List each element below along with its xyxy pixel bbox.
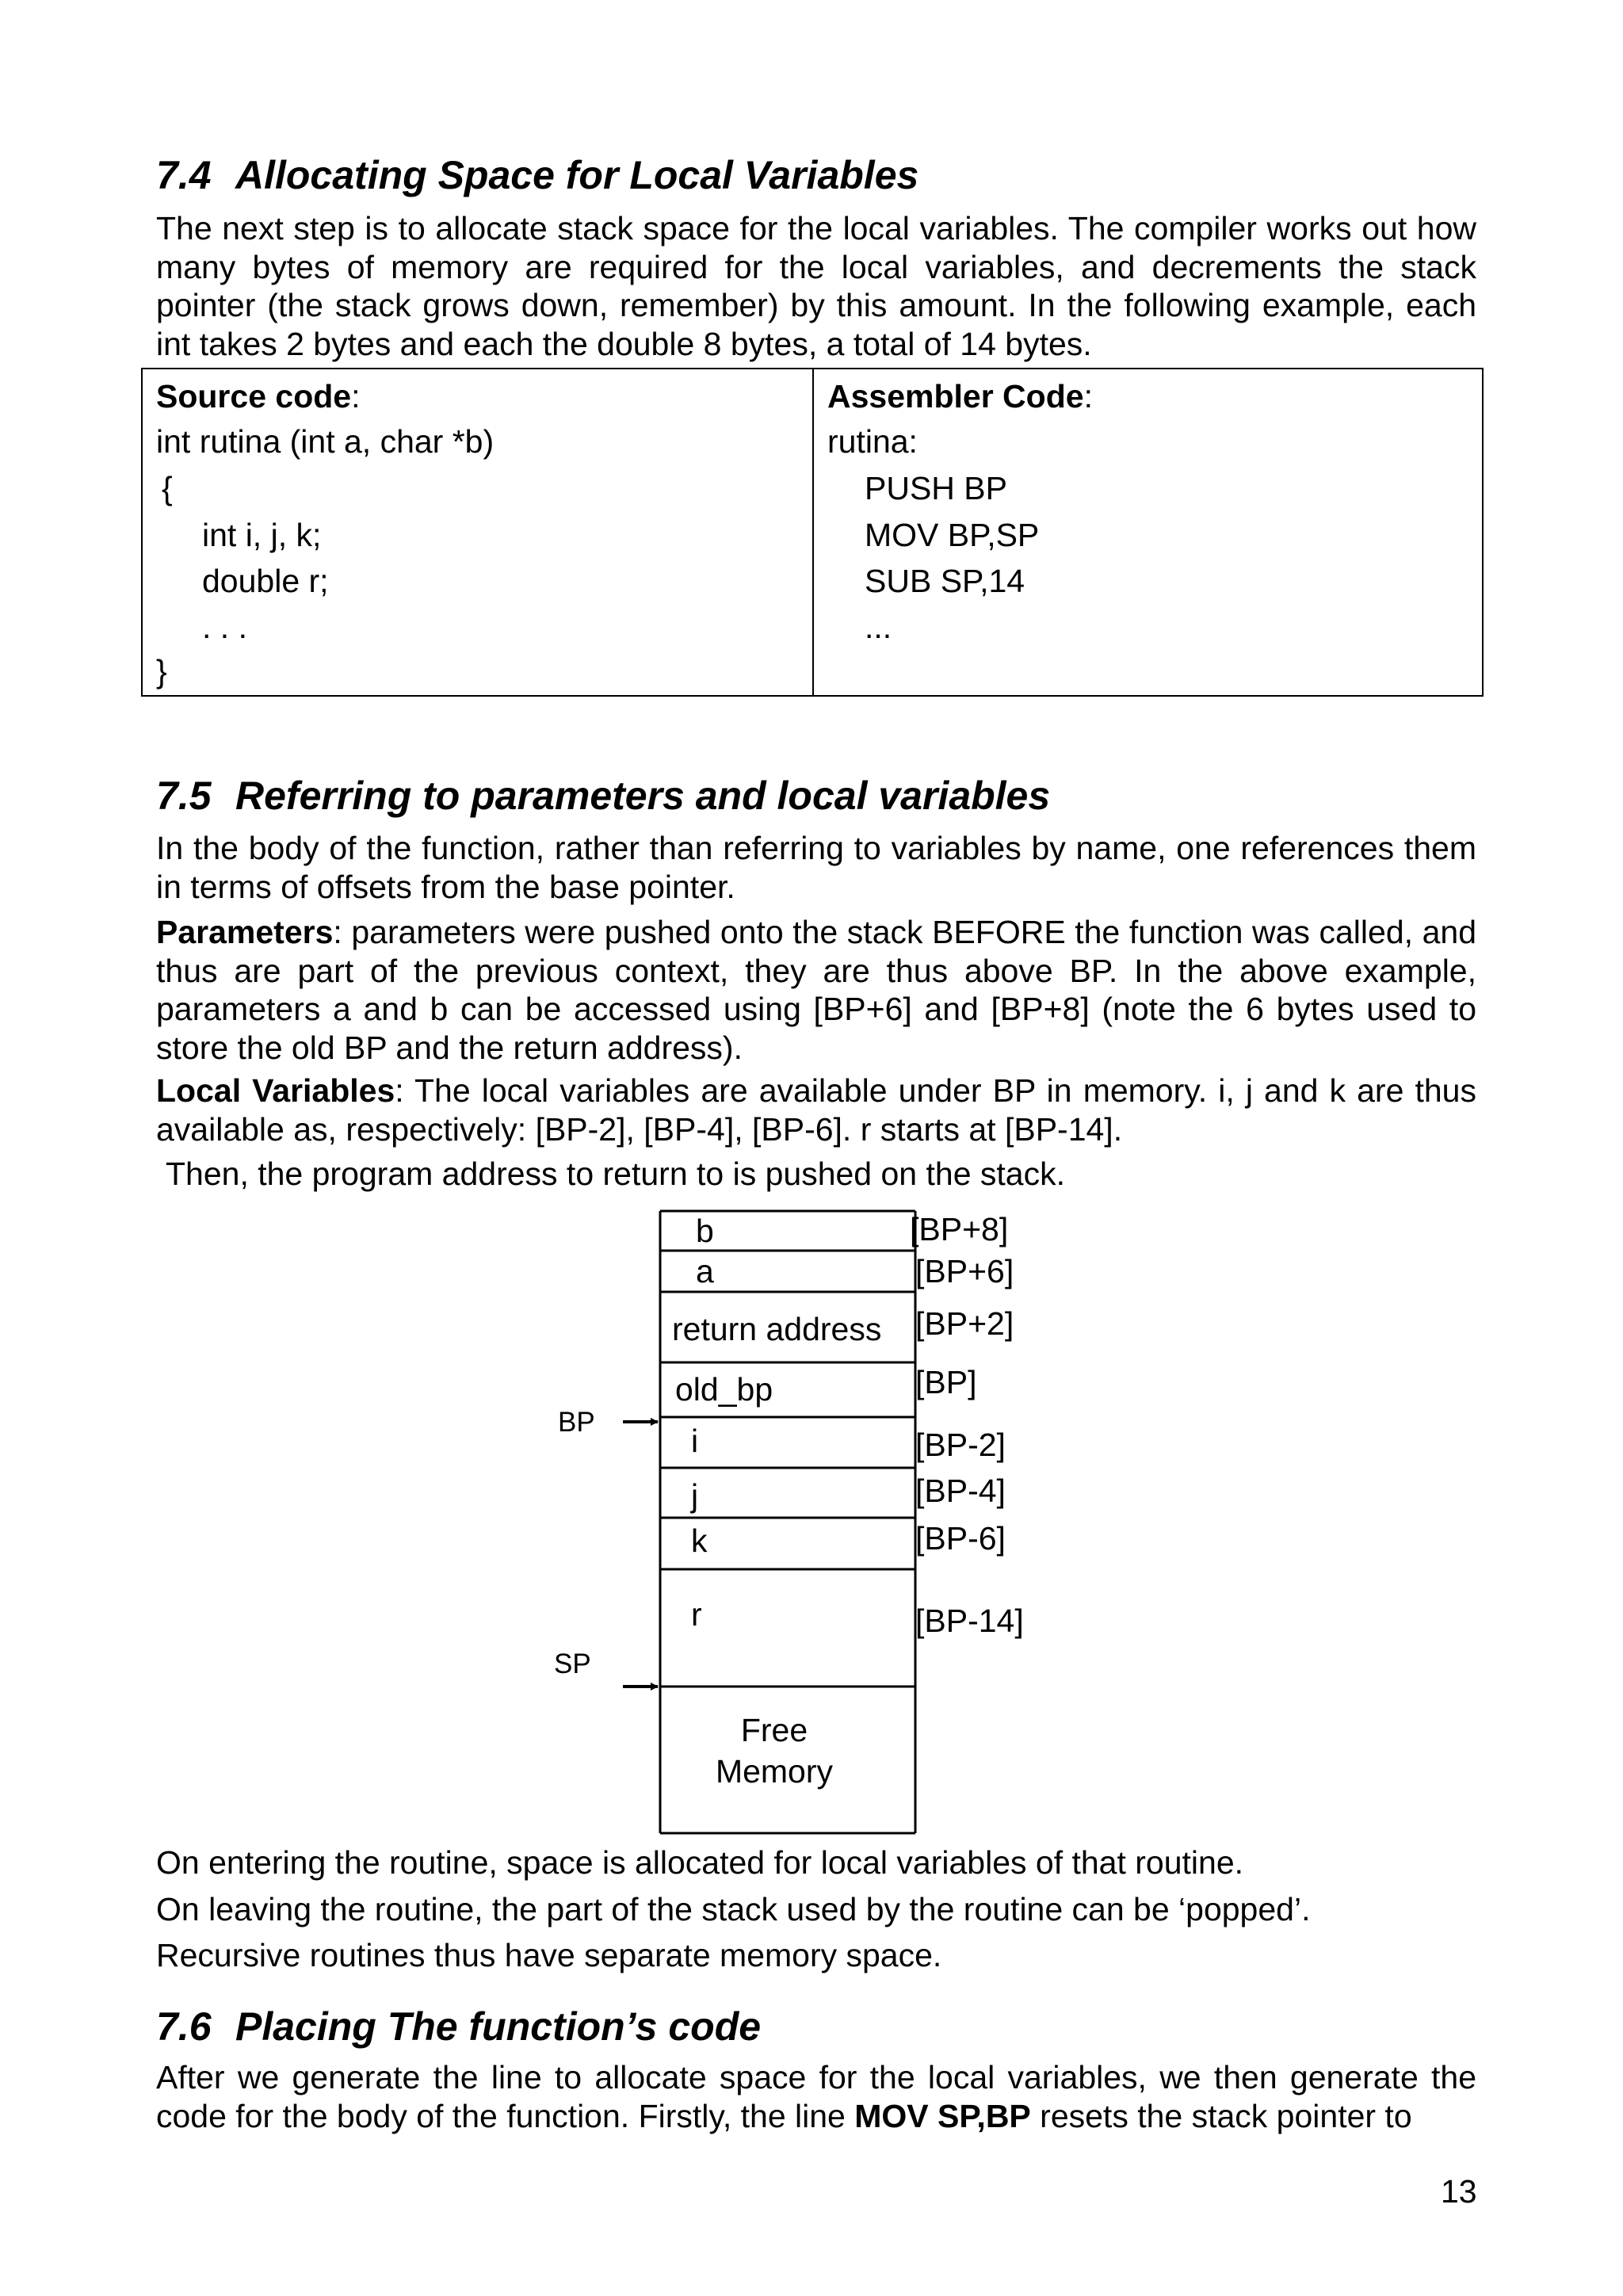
- assembler-code-header: Assembler Code:: [827, 378, 1093, 415]
- offset-label: [BP]: [915, 1364, 977, 1400]
- offset-label: [BP-4]: [915, 1473, 1006, 1509]
- offset-label: [BP+8]: [910, 1211, 1009, 1247]
- source-line: int rutina (int a, char *b): [156, 423, 495, 460]
- source-code-header: Source code:: [156, 378, 361, 415]
- source-line: {: [162, 470, 173, 506]
- parameters-label: Parameters: [156, 914, 334, 950]
- section-7-5-intro: In the body of the function, rather than referring to variables by name, one references them in terms of offsets from the base pointer.: [156, 830, 1476, 905]
- section-title: Allocating Space for Local Variables: [235, 153, 919, 197]
- stack-cell-old-bp: old_bp: [675, 1371, 773, 1408]
- stack-cell-return-address: return address: [672, 1311, 882, 1347]
- section-title: Referring to parameters and local variables: [235, 774, 1051, 818]
- stack-cell-i: i: [691, 1423, 699, 1459]
- assembler-line: SUB SP,14: [865, 563, 1025, 599]
- offset-label: [BP-14]: [915, 1603, 1024, 1639]
- free-memory-label: Memory: [715, 1753, 834, 1790]
- then-paragraph: Then, the program address to return to is pushed on the stack.: [166, 1156, 1065, 1192]
- bp-label: BP: [558, 1407, 595, 1438]
- stack-cell-a: a: [696, 1253, 714, 1289]
- section-7-4-paragraph: The next step is to allocate stack space for the local variables. The compiler works out how many bytes of memory are required for the local variables, and decrements the stack pointer (the stack grows down, remember) by this amount. In the following example, each int takes 2 bytes and each the double 8 bytes, a total of 14 bytes.: [156, 210, 1476, 362]
- code-comparison-table: [141, 368, 1484, 697]
- inline-code: MOV SP,BP: [854, 2097, 1031, 2134]
- parameters-paragraph: Parameters: parameters were pushed onto the stack BEFORE the function was called, and thus are part of the previous context, they are thus above BP. In the above example, parameters a and b can be accessed using [BP+6] and [BP+8] (note the 6 bytes used to store the old BP and the return address).: [156, 914, 1476, 1066]
- stack-cell-r: r: [691, 1596, 702, 1633]
- offset-label: [BP+6]: [915, 1253, 1014, 1289]
- stack-cell-b: b: [696, 1213, 714, 1249]
- section-7-5-heading: [156, 773, 1050, 819]
- assembler-line: PUSH BP: [865, 470, 1007, 506]
- local-variables-paragraph: Local Variables: The local variables are available under BP in memory. i, j and k are thus available as, respectively: [BP-2], [BP-4], [BP-6]. r starts at [BP-14].: [156, 1072, 1476, 1148]
- section-7-4-heading: [156, 152, 918, 198]
- after-diagram-line: Recursive routines thus have separate memory space.: [156, 1937, 942, 1973]
- offset-label: [BP-2]: [915, 1427, 1006, 1463]
- after-diagram-line: On entering the routine, space is allocated for local variables of that routine.: [156, 1844, 1244, 1881]
- after-diagram-line: On leaving the routine, the part of the stack used by the routine can be ‘popped’.: [156, 1891, 1311, 1927]
- source-line: . . .: [202, 609, 247, 645]
- section-7-6-paragraph: After we generate the line to allocate space for the local variables, we then generate the code for the body of the function. Firstly, the line MOV SP,BP resets the stack pointer to: [156, 2059, 1476, 2134]
- section-number: 7.5: [156, 774, 212, 818]
- assembler-line: rutina:: [827, 423, 918, 460]
- local-variables-label: Local Variables: [156, 1072, 395, 1109]
- section-number: 7.6: [156, 2004, 212, 2049]
- table-divider: [812, 369, 814, 695]
- source-line: double r;: [202, 563, 329, 599]
- source-line: int i, j, k;: [202, 517, 322, 553]
- section-7-6-heading: [156, 2004, 761, 2050]
- source-line: }: [156, 653, 167, 690]
- page-number: 13: [1441, 2173, 1477, 2210]
- stack-cell-k: k: [691, 1522, 708, 1559]
- free-memory-label: Free: [740, 1712, 808, 1748]
- offset-label: [BP+2]: [915, 1305, 1014, 1342]
- sp-label: SP: [554, 1648, 591, 1679]
- stack-cell-j: j: [691, 1477, 699, 1514]
- offset-label: [BP-6]: [915, 1520, 1006, 1557]
- section-number: 7.4: [156, 153, 212, 197]
- section-title: Placing The function’s code: [235, 2004, 762, 2049]
- assembler-line: ...: [865, 609, 892, 645]
- assembler-line: MOV BP,SP: [865, 517, 1040, 553]
